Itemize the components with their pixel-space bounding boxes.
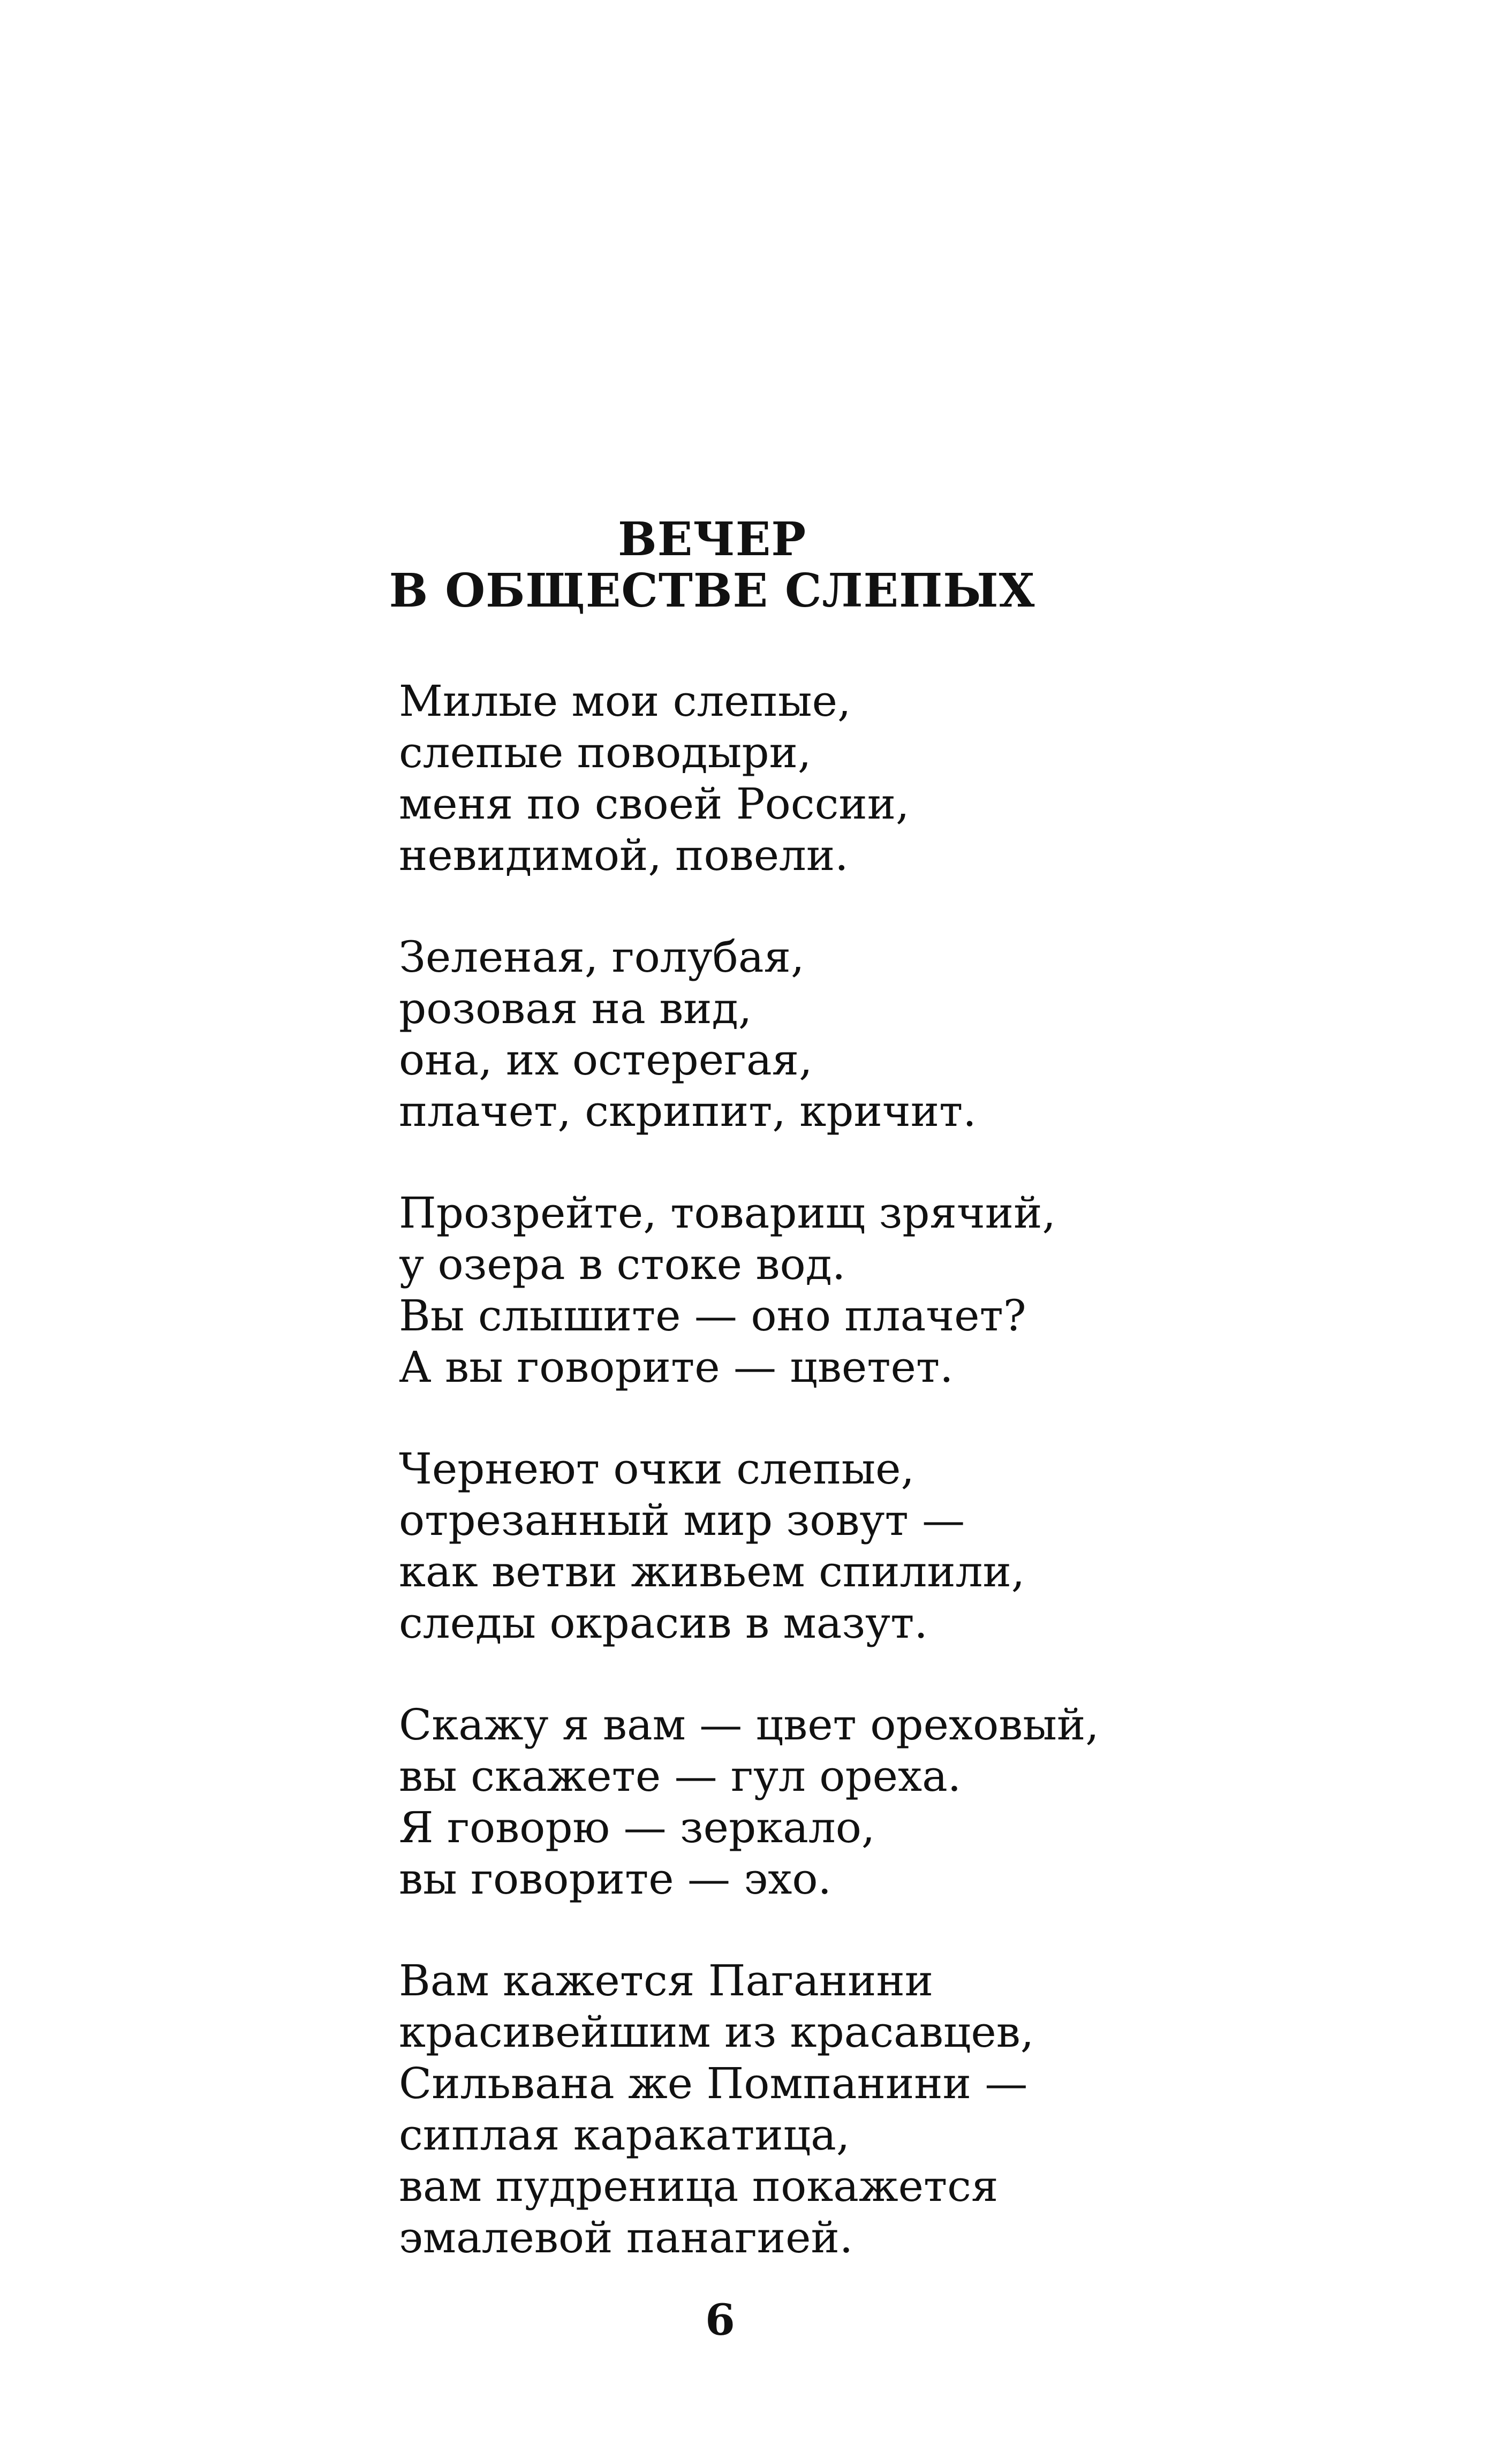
verse-line: у озера в стоке вод. (399, 1239, 846, 1289)
verse-line: розовая на вид, (399, 983, 752, 1033)
verse-line: меня по своей России, (399, 779, 910, 829)
verse-line: она, их остерегая, (399, 1035, 813, 1085)
verse-line: вы скажете — гул ореха. (399, 1751, 962, 1801)
poem-title (0, 514, 1424, 617)
stanza (399, 1443, 1416, 1649)
verse-line: Зеленая, голубая, (399, 932, 805, 982)
page-number: 6 (705, 2295, 735, 2345)
poem-body (399, 676, 1416, 2314)
verse-line: Вы слышите — оно плачет? (399, 1291, 1026, 1341)
title-line: В ОБЩЕСТВЕ СЛЕПЫХ (389, 564, 1035, 618)
verse-line: сиплая каракатица, (399, 2110, 850, 2160)
verse-line: как ветви живьем спилили, (399, 1547, 1025, 1596)
verse-line: Я говорю — зеркало, (399, 1803, 875, 1852)
verse-line: отрезанный мир зовут — (399, 1495, 965, 1545)
verse-line: следы окрасив в мазут. (399, 1598, 928, 1648)
verse-line: Прозрейте, товарищ зрячий, (399, 1188, 1056, 1238)
stanza (399, 1187, 1416, 1393)
verse-line: Скажу я вам — цвет ореховый, (399, 1700, 1099, 1750)
verse-line: вам пудреница покажется (399, 2161, 999, 2211)
stanza (399, 1699, 1416, 1905)
verse-line: слепые поводыри, (399, 728, 812, 777)
verse-line: Чернеют очки слепые, (399, 1444, 914, 1494)
stanza (399, 676, 1416, 881)
verse-line: вы говорите — эхо. (399, 1854, 831, 1904)
stanza (399, 932, 1416, 1137)
verse-line: Сильвана же Помпанини — (399, 2059, 1028, 2108)
stanza (399, 1955, 1416, 2264)
verse-line: А вы говорите — цветет. (399, 1342, 954, 1392)
verse-line: плачет, скрипит, кричит. (399, 1086, 977, 1136)
verse-line: эмалевой панагией. (399, 2213, 853, 2262)
verse-line: красивейшим из красавцев, (399, 2007, 1034, 2057)
verse-line: Вам кажется Паганини (399, 1956, 934, 2006)
verse-line: Милые мои слепые, (399, 676, 851, 726)
verse-line: невидимой, повели. (399, 830, 849, 880)
title-line: ВЕЧЕР (618, 512, 806, 566)
